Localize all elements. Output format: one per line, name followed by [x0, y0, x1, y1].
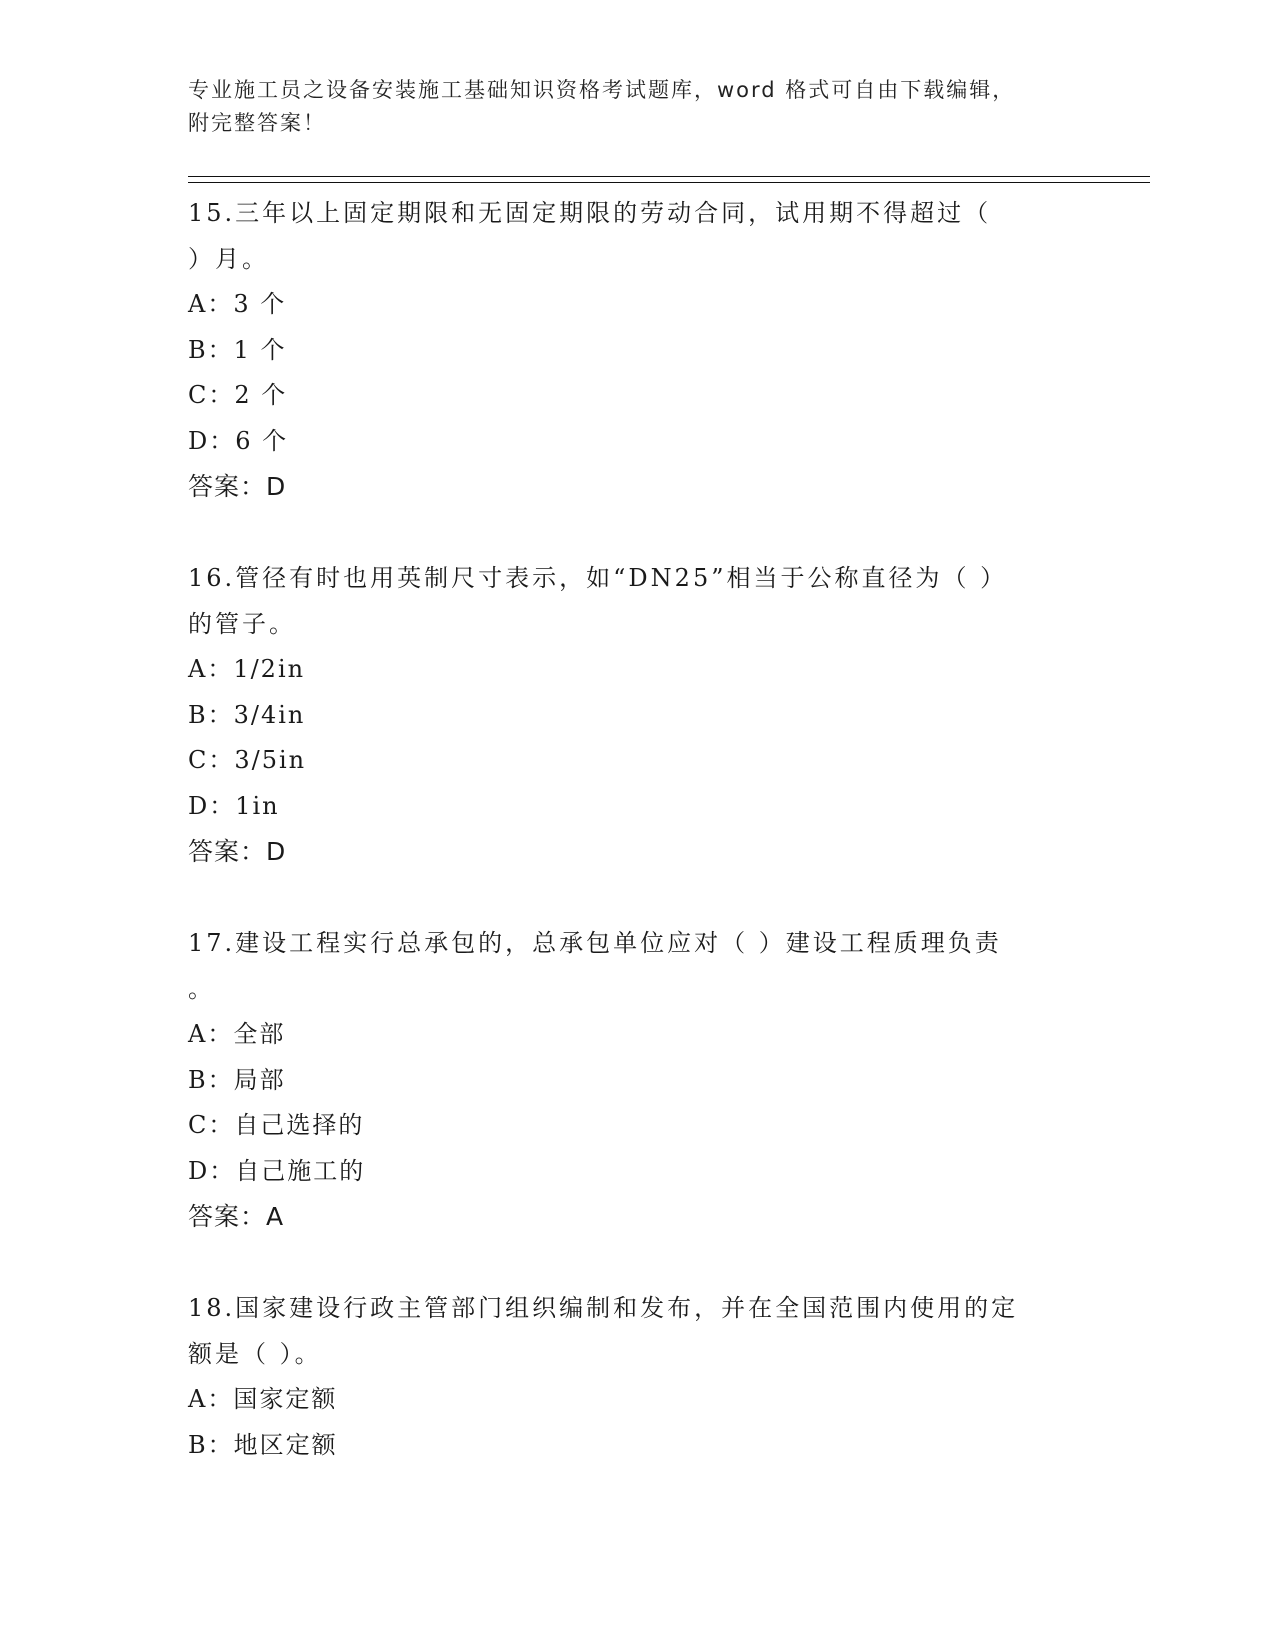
question-stem: 15.三年以上固定期限和无固定期限的劳动合同，试用期不得超过（: [188, 199, 992, 227]
option-a: A：国家定额: [188, 1385, 338, 1413]
question-18: [188, 1285, 1088, 1468]
option-b: B：3/4in: [188, 700, 306, 729]
option-d: D：1in: [188, 791, 280, 820]
header-line-1: 专业施工员之设备安装施工基础知识资格考试题库，word 格式可自由下载编辑，: [188, 78, 1016, 102]
option-a: A：3 个: [188, 290, 287, 318]
header-line-2: 附完整答案！: [188, 111, 326, 135]
answer: 答案：D: [188, 472, 287, 501]
option-c: C：2 个: [188, 381, 288, 409]
answer: 答案：D: [188, 837, 287, 866]
question-stem: 16.管径有时也用英制尺寸表示，如“DN25”相当于公称直径为（ ）: [188, 564, 1008, 592]
option-b: B：地区定额: [188, 1430, 338, 1459]
option-d: D：6 个: [188, 426, 289, 455]
question-stem-continued: 。: [188, 975, 215, 1003]
question-stem: 17.建设工程实行总承包的，总承包单位应对（ ）建设工程质理负责: [188, 929, 1002, 957]
option-a: A：1/2in: [188, 655, 306, 683]
option-b: B：局部: [188, 1065, 286, 1094]
question-16: [188, 555, 1088, 875]
option-c: C：自己选择的: [188, 1111, 365, 1139]
document-header: [188, 74, 1068, 140]
question-stem-continued: ）月。: [188, 245, 269, 273]
option-b: B：1 个: [188, 335, 287, 364]
question-17: [188, 920, 1088, 1240]
question-stem-continued: 额是（ ）。: [188, 1340, 322, 1368]
option-d: D：自己施工的: [188, 1156, 366, 1185]
question-list: [188, 190, 1088, 1513]
option-a: A：全部: [188, 1020, 286, 1048]
option-c: C：3/5in: [188, 746, 307, 774]
question-stem: 18.国家建设行政主管部门组织编制和发布，并在全国范围内使用的定: [188, 1294, 1019, 1322]
question-15: [188, 190, 1088, 510]
header-divider-bottom: [188, 182, 1150, 183]
question-stem-continued: 的管子。: [188, 610, 296, 638]
header-divider-top: [188, 176, 1150, 177]
answer: 答案：A: [188, 1202, 285, 1231]
